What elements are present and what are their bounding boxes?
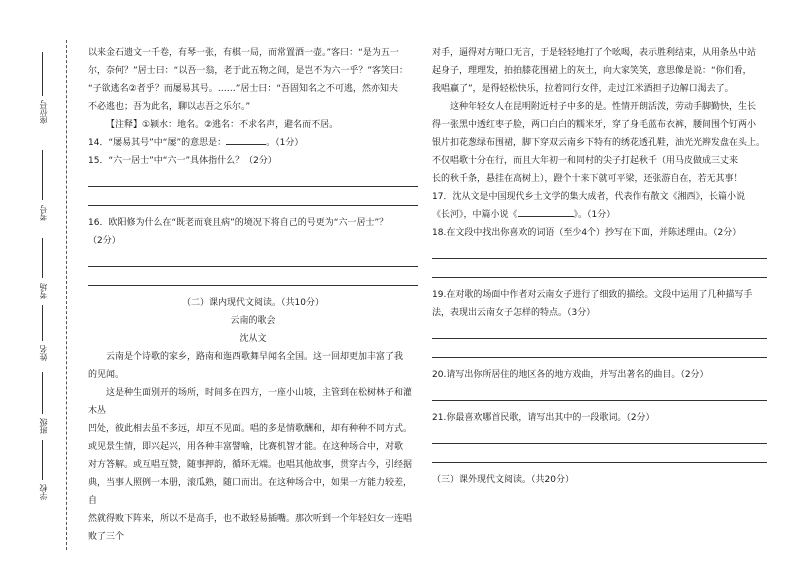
article-paragraph-3-cont: 不仅唱歌十分在行，而且大年初一和同村的尖子打起秋千（用马皮做成三丈来: [432, 156, 739, 166]
question-18: 18.在文段中找出你喜欢的词语（至少4个）抄写在下面，并陈述理由。（2分）: [432, 228, 742, 238]
q20-answer-line[interactable]: [432, 390, 767, 401]
question-20: 20.请写出你所居住的地区各的地方戏曲，并写出著名的曲目。（2分）: [432, 370, 709, 380]
label-name: 姓名: [39, 345, 48, 361]
binding-strip: [0, 0, 70, 561]
article-paragraph-cont: 对手，逼得对方哑口无言，于是轻轻地打了个吆喝，表示胜利结束，从用条丛中站: [432, 48, 757, 58]
section-3-heading: （三）课外现代文阅读。（共20分）: [432, 475, 574, 485]
q21-answer-line-2[interactable]: [432, 452, 767, 463]
section-2-heading: （二）课内现代文阅读。（共10分）: [182, 298, 324, 308]
q15-answer-line-2[interactable]: [88, 195, 418, 206]
passage-line: 尔，奈何？”居士曰：“以吾一翁，老于此五物之间，是岂不为六一乎？”客笑曰：: [88, 66, 408, 76]
article-author: 沈从文: [239, 334, 267, 344]
question-21: 21.你最喜欢哪首民歌，请写出其中的一段歌词。（2分）: [432, 413, 655, 423]
name-line: [42, 305, 43, 341]
q16-answer-line-2[interactable]: [88, 275, 418, 286]
question-19-cont: 法，表现出云南女子怎样的特点。（3分）: [432, 308, 596, 318]
article-paragraph-2-cont: 对方答解。或互唱互赞，随事押韵，循环无端。也唱其他故事，贯穿古今，引经据: [88, 460, 413, 470]
article-paragraph-1: 云南是个诗歌的家乡，路南和迤西歌舞早闻名全国。这一回却更加丰富了我: [106, 352, 404, 362]
question-15: 15．“六一居士”中“六一”具体指什么？（2分）: [88, 156, 277, 166]
article-paragraph-cont: 我唱赢了”，是得轻松快乐，拉着同行女伴，走过江米酒担子边解口渴去了。: [432, 84, 734, 94]
article-paragraph-2-cont: 典，当事人照例一本册，滚瓜熟，随口而出。在这种场合中，如果一方能力较差，自: [88, 478, 413, 506]
q19-answer-line[interactable]: [432, 328, 767, 339]
question-16-score: （2分）: [88, 236, 121, 246]
q19-answer-line-2[interactable]: [432, 347, 767, 358]
article-paragraph-3-cont: 银片扣花葱绿布围裙，脚下穿双云南乡下特有的绣花透孔鞋，油光光辫发盘在头上。: [432, 138, 766, 148]
q21-answer-line[interactable]: [432, 433, 767, 444]
left-column: [88, 44, 418, 546]
q16-answer-line[interactable]: [88, 256, 418, 267]
q17-answer-blank[interactable]: [518, 207, 574, 217]
question-14-score: 。（1分）: [266, 138, 304, 148]
question-16: 16．欧阳修为什么在“既老而衰且病”的境况下将自己的号更为“六一居士”？: [88, 218, 389, 228]
seal-line: [66, 40, 67, 550]
article-paragraph-2-cont: 然就得败下阵来，所以不是高手，也不敢轻易插嘴。那次听到一个年轻妇女一连唱败了三个: [88, 514, 413, 542]
article-paragraph-2-cont: 凹处，彼此相去虽不多远，却互不见面。唱的多是情歌酬和，却有种种不同方式。: [88, 424, 413, 434]
label-class: 班级: [39, 418, 48, 434]
passage-line: 不必逃也；吾为此名，聊以志吾之乐尔。”: [88, 102, 251, 112]
label-exam-room: 考场: [39, 283, 48, 299]
article-title: 云南的歌会: [230, 316, 276, 326]
label-seat-number: 座位号: [39, 100, 48, 124]
article-paragraph-3-cont: 长的秋千条，悬挂在高树上），蹬个十来下就可平梁，还张游自在，若无其事！: [432, 174, 743, 184]
article-paragraph-2-cont: 或见景生情，即兴起兴，用各种丰富譬喻，比赛机智才能。在这种场合中，对歌: [88, 442, 404, 452]
class-line: [42, 372, 43, 414]
passage-line: 以来金石遗文一千卷，有琴一张，有棋一局，而常置酒一壶。”客曰：“是为五一: [88, 48, 399, 58]
label-exam-number: 考号: [39, 205, 48, 221]
article-paragraph-1-cont: 的见闻。: [88, 370, 125, 380]
question-14: [88, 134, 418, 152]
question-17-post: 》。（1分）: [573, 210, 616, 220]
q18-answer-line-2[interactable]: [432, 267, 767, 278]
right-column: [432, 44, 767, 489]
question-17-cont: [432, 206, 767, 224]
question-19: 19.在对歌的场面中作者对云南女子进行了细致的描绘。文段中运用了几种描写手: [432, 290, 753, 300]
question-17: 17．沈从文是中国现代乡土文学的集大成者，代表作有散文《湘西》，长篇小说: [432, 192, 745, 202]
exam-room-line: [42, 238, 43, 278]
label-school: 学校: [39, 484, 48, 500]
question-17-pre: 《长河》，中篇小说《: [432, 210, 518, 220]
article-paragraph-cont: 起身子，理理发，拍拍膝花围裙上的灰土，向大家笑笑，意思像是说：“你们看，: [432, 66, 752, 76]
q14-answer-blank[interactable]: [226, 135, 266, 145]
q15-answer-line[interactable]: [88, 176, 418, 187]
school-line: [42, 440, 43, 480]
question-14-text: 14．“屡易其号”中“屡”的意思是：: [88, 138, 227, 148]
footnote: 【注释】①颍水：地名。②逃名：不求名声，避名而不居。: [106, 120, 339, 130]
article-paragraph-2: 这是种生面别开的场所，时间多在四方，一座小山坡，主管到在松树林子和灌木丛: [88, 388, 413, 416]
seat-number-line: [42, 52, 43, 96]
q18-answer-line[interactable]: [432, 248, 767, 259]
passage-line: “子欲逃名②者乎？而屡易其号。……”居士曰：“吾固知名之不可逃，然亦知夫: [88, 84, 399, 94]
article-paragraph-3-cont: 得一张黑中透红枣子脸，两口白白的糯米牙，穿了身毛蓝布衣裤，腰间围个钉两小: [432, 120, 757, 130]
article-paragraph-3: 这种年轻女人在昆明附近村子中多的是。性情开朗活泼，劳动手脚勤快，生长: [450, 102, 757, 112]
exam-number-line: [42, 150, 43, 200]
